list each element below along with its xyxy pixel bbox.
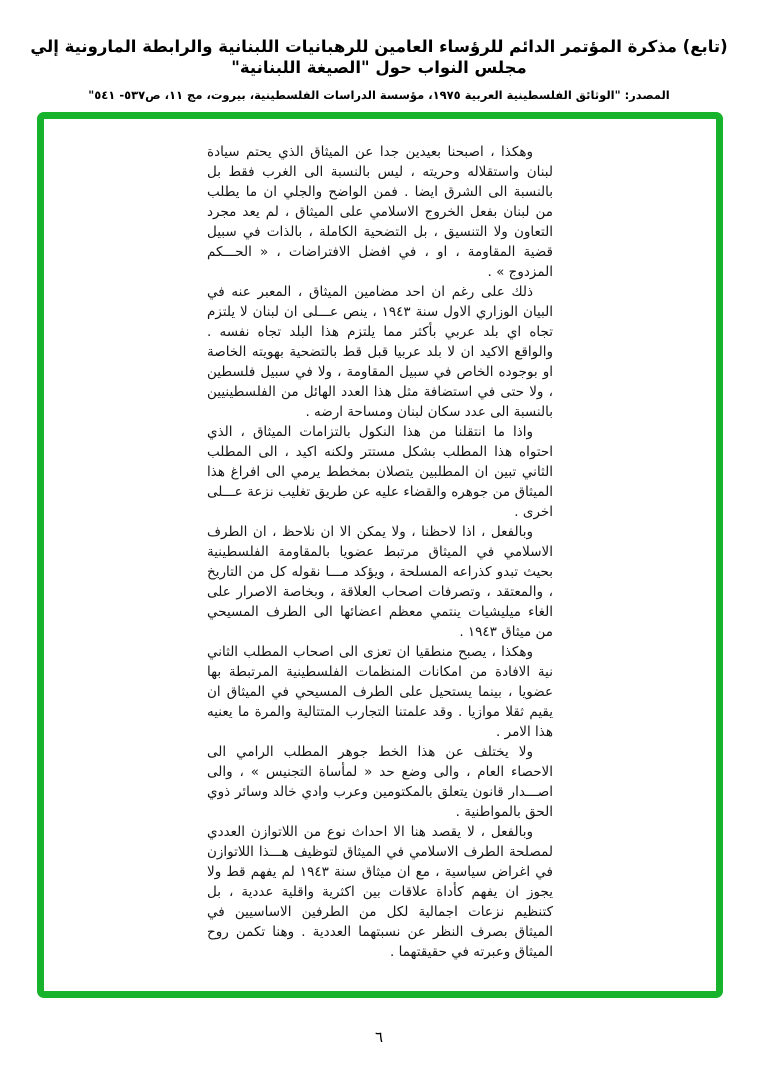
document-body-text	[207, 142, 553, 962]
paragraph: واذا ما انتقلنا من هذا النكول بالتزامات الميثاق ، الذي احتواه هذا المطلب بشكل مستتر ولكنه اكيد ، الى المطلب الثاني تبين ان المطلبين يتصلان بمخطط يرمي الى افراغ هذا الميثاق من جوهره والقضاء عليه عن طريق تغليب نزعة عـــلى اخرى .	[207, 424, 553, 520]
paragraph: وهكذا ، يصبح منطقيا ان تعزى الى اصحاب المطلب الثاني نية الافادة من امكانات المنظمات الفلسطينية المرتبطة بها عضويا ، بينما يستحيل على الطرف المسيحي في الميثاق ان يقيم ثقلا موازيا . وقد علمتنا التجارب المتتالية والمرة ما يعنيه هذا الامر .	[207, 644, 553, 740]
page-number: ٦	[374, 1028, 384, 1046]
paragraph: وهكذا ، اصبحنا بعيدين جدا عن الميثاق الذي يحتم سيادة لبنان واستقلاله وحريته ، ليس بالنسبة الى الغرب فقط بل بالنسبة الى الشرق ايضا . فمن الواضح والجلي ان ما يطلب من لبنان بفعل الخروج الاسلامي على الميثاق ، لم يعد مجرد التعاون ولا التنسيق ، بل التضحية الكاملة ، بالذات في سبيل قضية المقاومة ، او ، في افضل الافتراضات ، « الحـــكم المزدوج » .	[207, 144, 553, 280]
source-citation: المصدر: "الوثائق الفلسطينية العربية ١٩٧٥، مؤسسة الدراسات الفلسطينية، بيروت، مج ١١، ص٥٣٧- ٥٤١"	[88, 87, 670, 102]
paragraph: وبالفعل ، لا يقصد هنا الا احداث نوع من اللاتوازن العددي لمصلحة الطرف الاسلامي في الميثاق لتوظيف هـــذا اللاتوازن في اغراض سياسية ، مع ان ميثاق سنة ١٩٤٣ لم يفهم قط ولا يجوز ان يفهم كأداة علاقات بين اكثرية واقلية عددية ، بل كتنظيم نزعات اجمالية لكل من الطرفين الاساسيين في الميثاق بصرف النظر عن نسبتهما العددية . وهنا تكمن روح الميثاق وعبرته في حقيقتهما .	[207, 824, 553, 960]
paragraph: ولا يختلف عن هذا الخط جوهر المطلب الرامي الى الاحصاء العام ، والى وضع حد « لمأساة التجنيس » ، والى اصـــدار قانون يتعلق بالمكتومين وعرب وادي خالد وسائر ذوي الحق بالمواطنية .	[207, 744, 553, 820]
document-title: (تابع) مذكرة المؤتمر الدائم للرؤساء العامين للرهبانيات اللبنانية والرابطة المارونية إلي مجلس النواب حول "الصيغة اللبنانية"	[30, 37, 728, 78]
paragraph: وبالفعل ، اذا لاحظنا ، ولا يمكن الا ان نلاحظ ، ان الطرف الاسلامي في الميثاق مرتبط عضويا بالمقاومة الفلسطينية بحيث تبدو كذراعه المسلحة ، ويؤكد مـــا نقوله كل من التاريخ ، والمعتقد ، وتصرفات اصحاب العلاقة ، وبخاصة الاصرار على الغاء ميليشيات ينتمي معظم اعضائها الى الطرف المسيحي من ميثاق ١٩٤٣ .	[207, 524, 553, 640]
document-header	[0, 36, 758, 102]
paragraph: ذلك على رغم ان احد مضامين الميثاق ، المعبر عنه في البيان الوزاري الاول سنة ١٩٤٣ ، ينص عـــلى ان لبنان لا يلتزم تجاه اي بلد عربي بأكثر مما يلتزم هذا البلد تجاه نفسه . والواقع الاكيد ان لا بلد عربيا قبل قط بالتضحية بهويته الخاصة او بوجوده الخاص في سبيل المقاومة ، ولا في سبيل فلسطين ، ولا حتى في استضافة مثل هذا العدد الهائل من الفلسطينيين بالنسبة الى عدد سكان لبنان ومساحة ارضه .	[207, 284, 553, 420]
scanned-page-frame	[37, 112, 723, 998]
